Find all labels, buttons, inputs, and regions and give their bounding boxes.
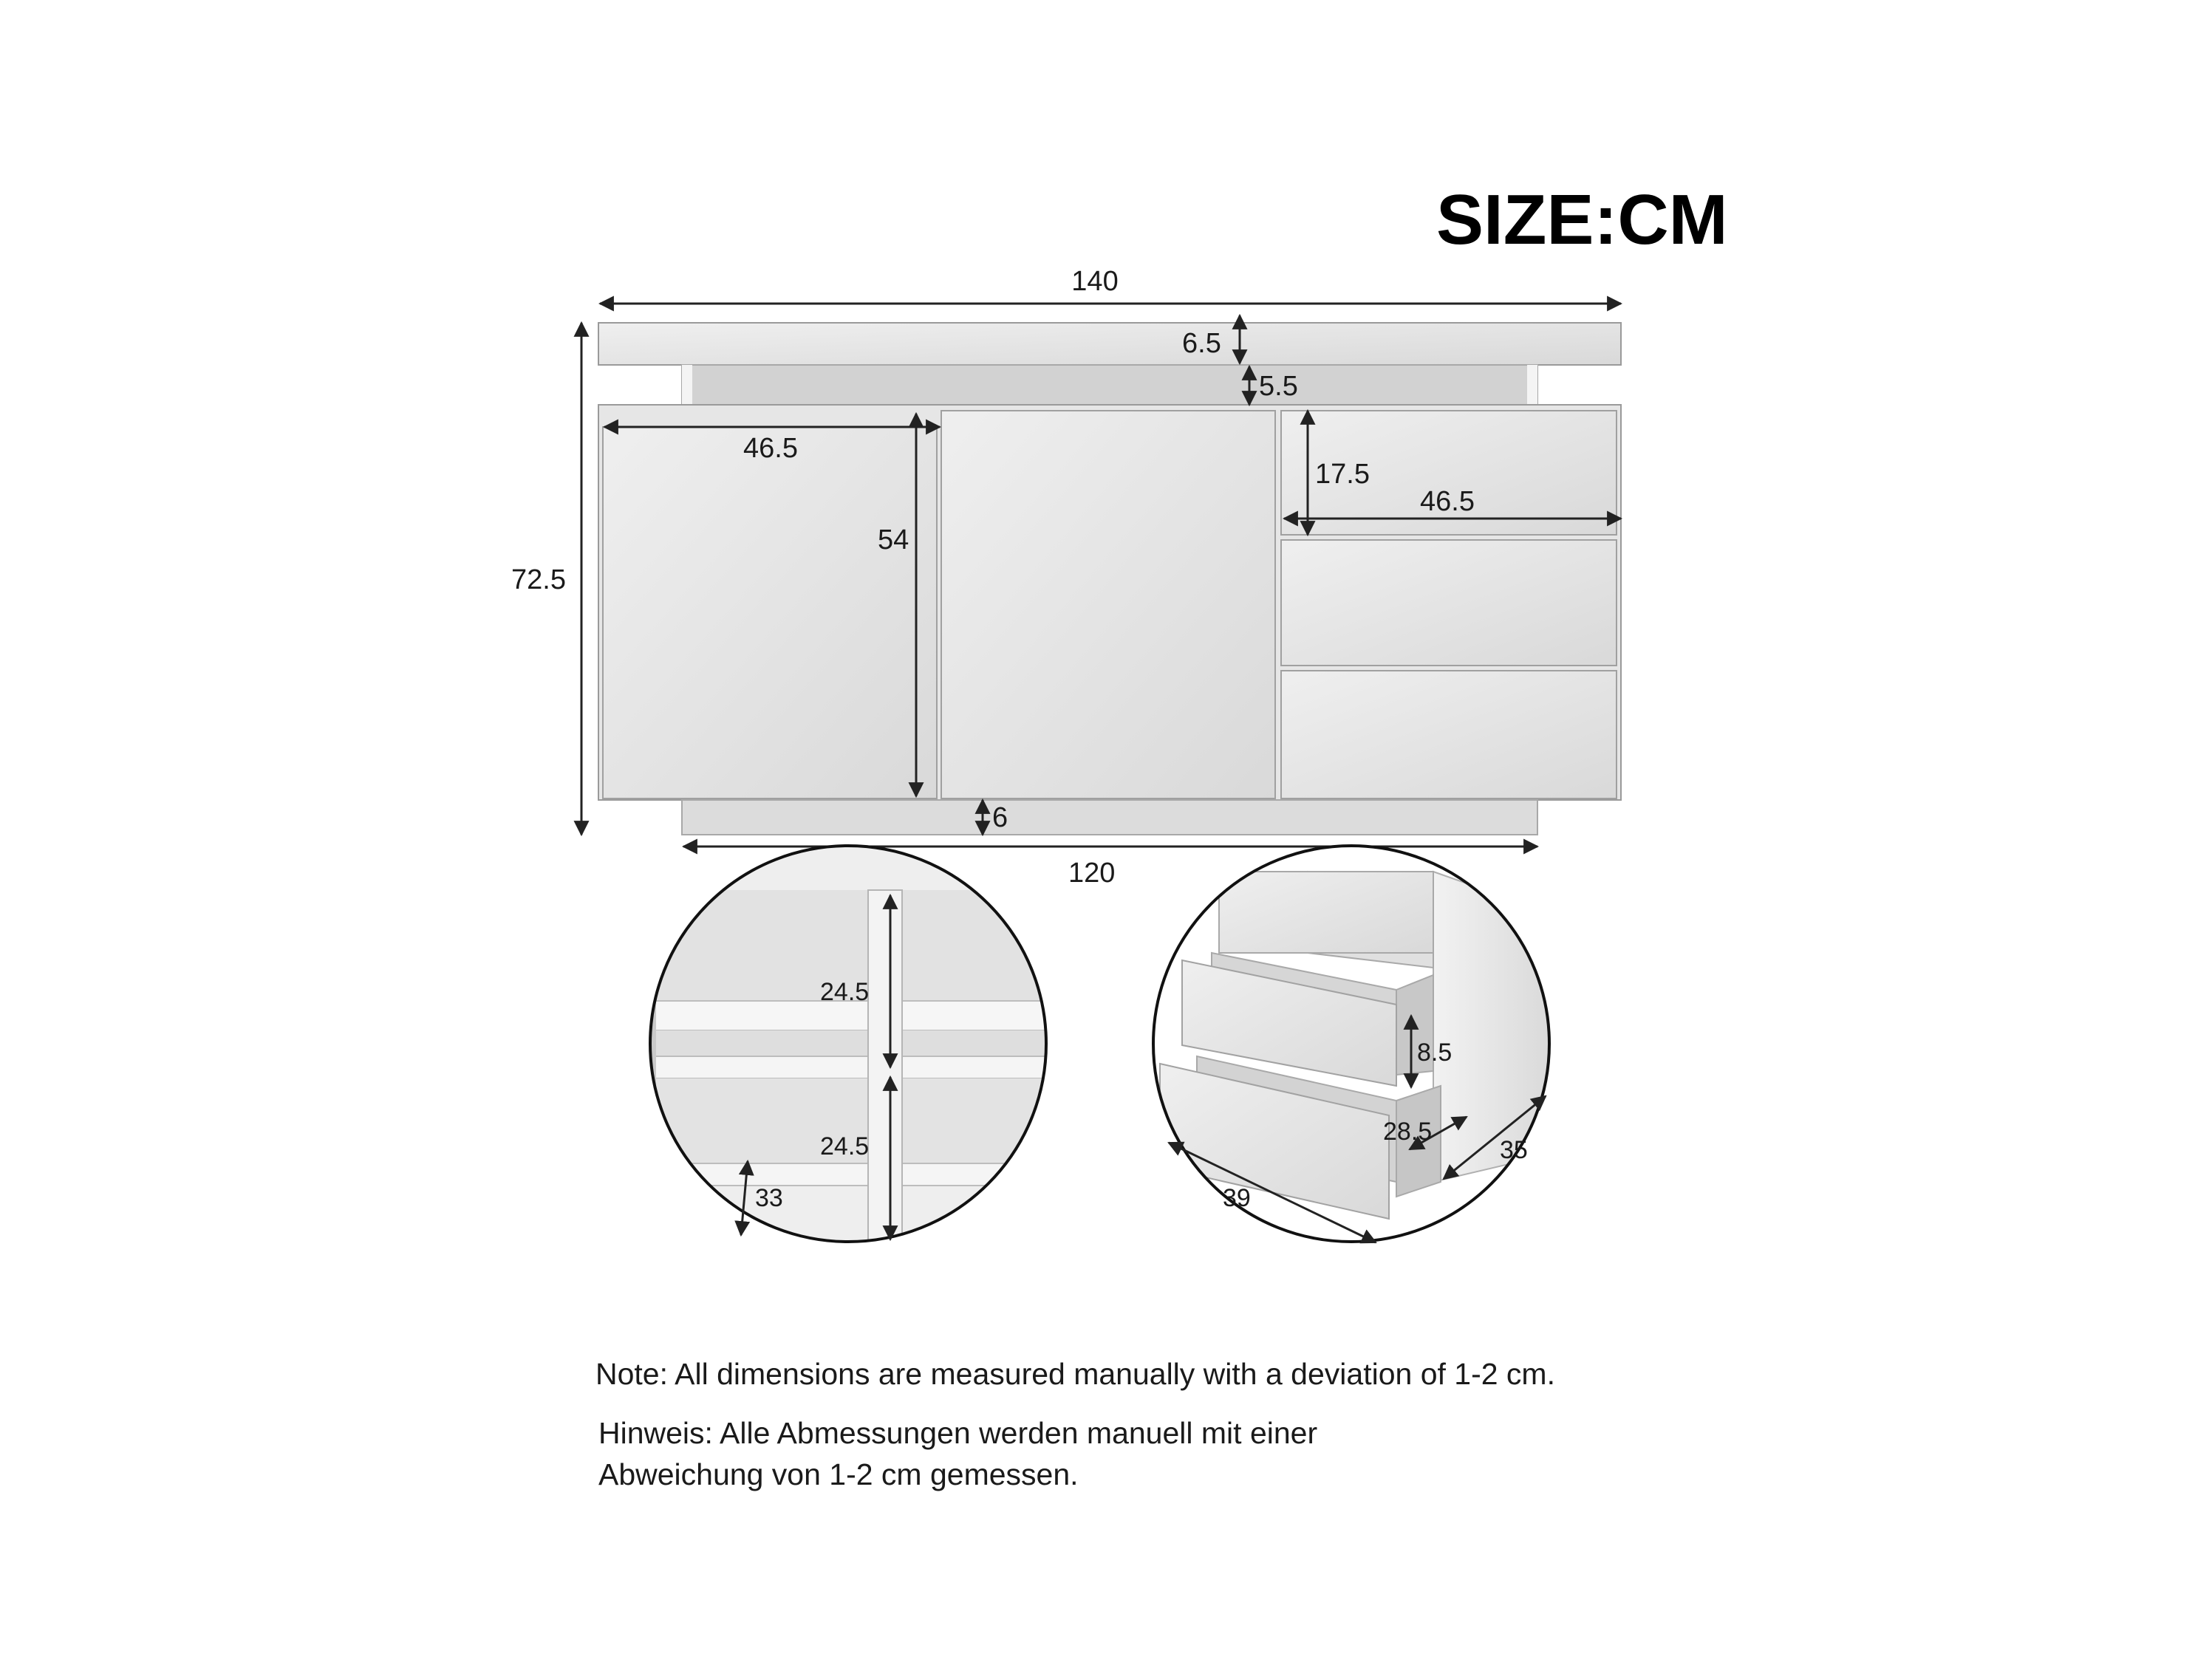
label-drawer-width: 46.5	[1420, 486, 1475, 517]
label-base-height: 6	[992, 802, 1008, 833]
gap-right-edge	[1527, 365, 1537, 405]
label-shelf-top: 24.5	[820, 978, 870, 1006]
middle-drawer	[1281, 540, 1617, 666]
top-board	[598, 323, 1621, 365]
label-shelf-depth: 33	[755, 1184, 783, 1212]
label-drawer-inner-depth: 28.5	[1383, 1118, 1433, 1146]
bottom-drawer	[1281, 671, 1617, 798]
middle-shelf	[650, 1056, 1049, 1078]
label-gap-height: 5.5	[1259, 371, 1298, 402]
label-total-height: 72.5	[511, 564, 566, 595]
label-total-width: 140	[1071, 266, 1119, 297]
size-title: SIZE:CM	[1436, 180, 1728, 259]
label-cabinet-depth: 35	[1500, 1136, 1528, 1164]
sideboard-front-view	[598, 323, 1621, 835]
label-drawer-front-width: 39	[1223, 1184, 1251, 1212]
label-drawer-height: 17.5	[1315, 459, 1370, 490]
note-german-line2: Abweichung von 1-2 cm gemessen.	[598, 1457, 1079, 1491]
label-shelf-bottom: 24.5	[820, 1132, 870, 1160]
note-english: Note: All dimensions are measured manually with a deviation of 1-2 cm.	[595, 1357, 1555, 1391]
label-door-height: 54	[878, 524, 909, 555]
middle-door	[941, 411, 1275, 798]
recessed-gap	[682, 365, 1537, 405]
vertical-divider	[868, 890, 902, 1245]
label-base-width: 120	[1068, 858, 1116, 889]
note-german-line1: Hinweis: Alle Abmessungen werden manuell mit einer	[598, 1416, 1318, 1450]
interior-detail-circle	[643, 842, 1056, 1256]
plinth	[682, 800, 1537, 835]
label-door-width: 46.5	[743, 433, 798, 464]
label-drawer-inner-height: 8.5	[1417, 1039, 1453, 1067]
label-top-thickness: 6.5	[1182, 328, 1221, 359]
gap-left-edge	[682, 365, 692, 405]
drawer-detail-circle	[1145, 842, 1559, 1256]
detail-top-drawer	[1219, 872, 1433, 953]
left-door	[603, 427, 937, 798]
